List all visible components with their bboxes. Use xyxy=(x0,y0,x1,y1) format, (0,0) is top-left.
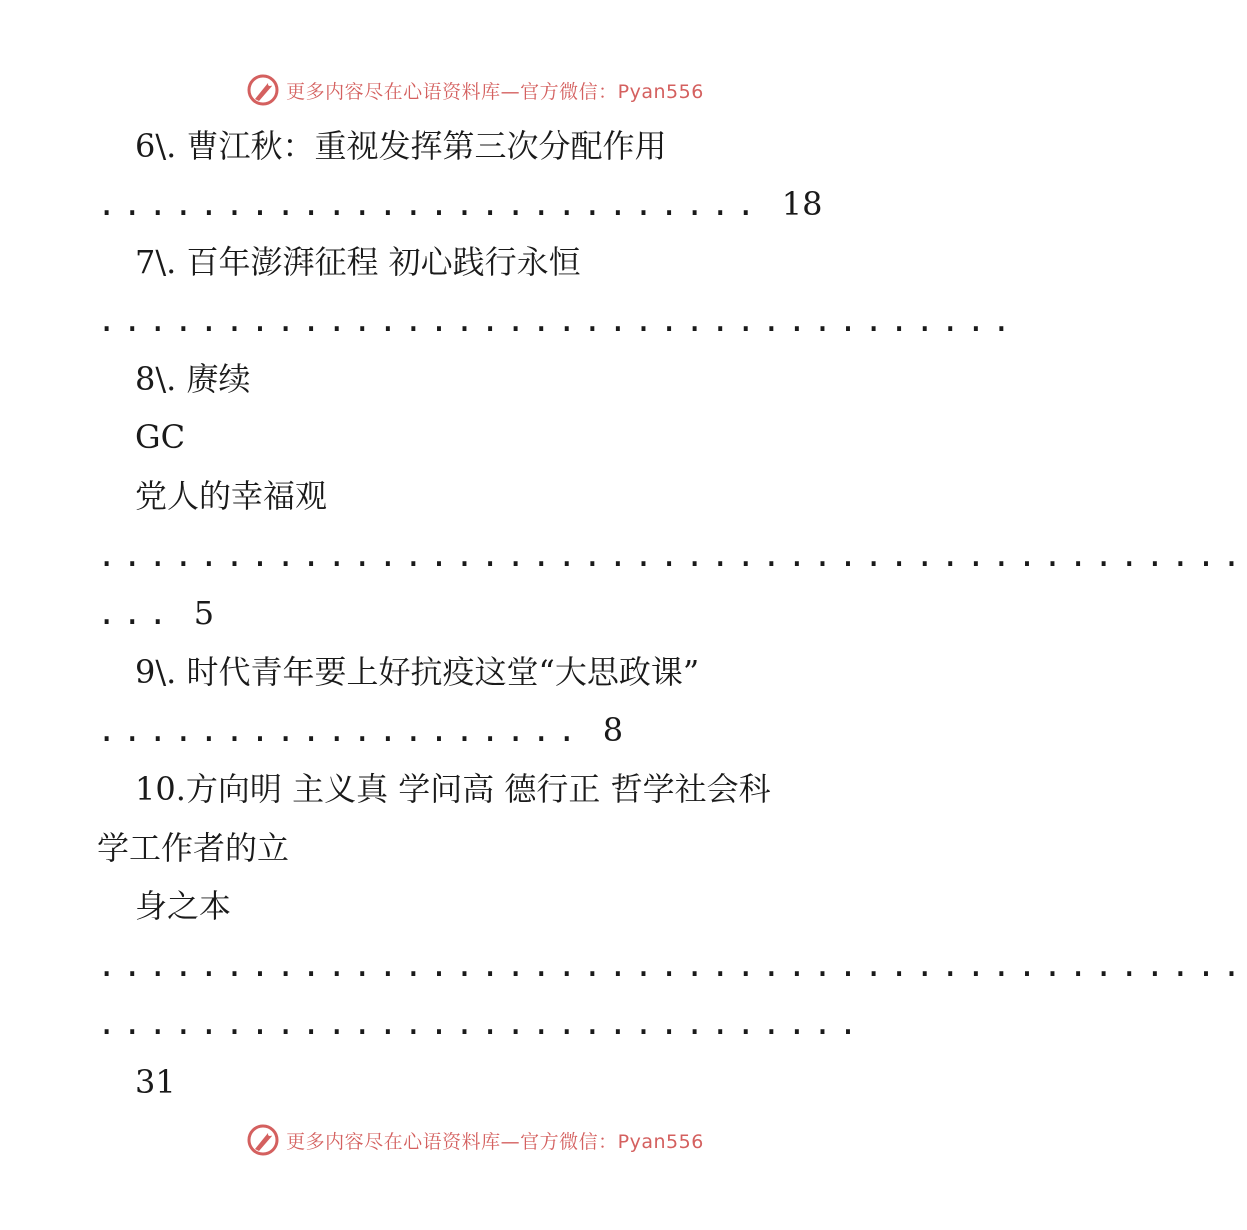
watermark-text: 更多内容尽在心语资料库—官方微信：Pyan556 xyxy=(286,1130,704,1153)
toc-entry-7-title: 7\. 百年澎湃征程 初心践行永恒 xyxy=(135,243,581,281)
footer-watermark xyxy=(0,1120,950,1160)
pen-logo-icon xyxy=(246,1123,280,1157)
page-number: 18 xyxy=(781,185,823,223)
dot-leader: ... xyxy=(97,594,174,632)
toc-entry-6-leader xyxy=(97,184,822,224)
toc-entry-8-title-part1: 8\. 赓续 xyxy=(135,360,251,398)
toc-entry-9-leader xyxy=(97,710,623,750)
toc-entry-9-title: 9\. 时代青年要上好抗疫这堂“大思政课” xyxy=(135,653,700,691)
toc-entry-7-leader xyxy=(97,300,1017,340)
toc-entry-8-leader-1 xyxy=(97,535,1247,575)
dot-leader: ............................................. xyxy=(97,946,1247,984)
watermark-text: 更多内容尽在心语资料库—官方微信：Pyan556 xyxy=(286,80,704,103)
page-number: 5 xyxy=(193,594,215,632)
toc-entry-10-leader-2 xyxy=(97,1003,864,1043)
header-watermark xyxy=(0,70,950,110)
toc-entry-10-page-number: 31 xyxy=(135,1063,176,1101)
toc-entry-10-title-part1: 10.方向明 主义真 学问高 德行正 哲学社会科 xyxy=(135,770,771,808)
dot-leader: .......................... xyxy=(97,185,762,223)
toc-entry-10-leader-1 xyxy=(97,945,1247,985)
toc-entry-8-title-part3: 党人的幸福观 xyxy=(135,477,328,515)
dot-leader: .............................. xyxy=(97,1004,864,1042)
toc-entry-10-title-part2: 学工作者的立 xyxy=(97,829,290,867)
dot-leader: ............................................. xyxy=(97,536,1247,574)
toc-entry-8-title-part2: GC xyxy=(135,418,186,456)
pen-logo-icon xyxy=(246,73,280,107)
page-number: 8 xyxy=(602,711,624,749)
dot-leader: ................... xyxy=(97,711,583,749)
toc-entry-6-title: 6\. 曹江秋：重视发挥第三次分配作用 xyxy=(135,127,667,165)
toc-entry-8-leader-2 xyxy=(97,593,214,633)
dot-leader: .................................... xyxy=(97,301,1018,339)
toc-entry-10-title-part3: 身之本 xyxy=(135,887,232,925)
